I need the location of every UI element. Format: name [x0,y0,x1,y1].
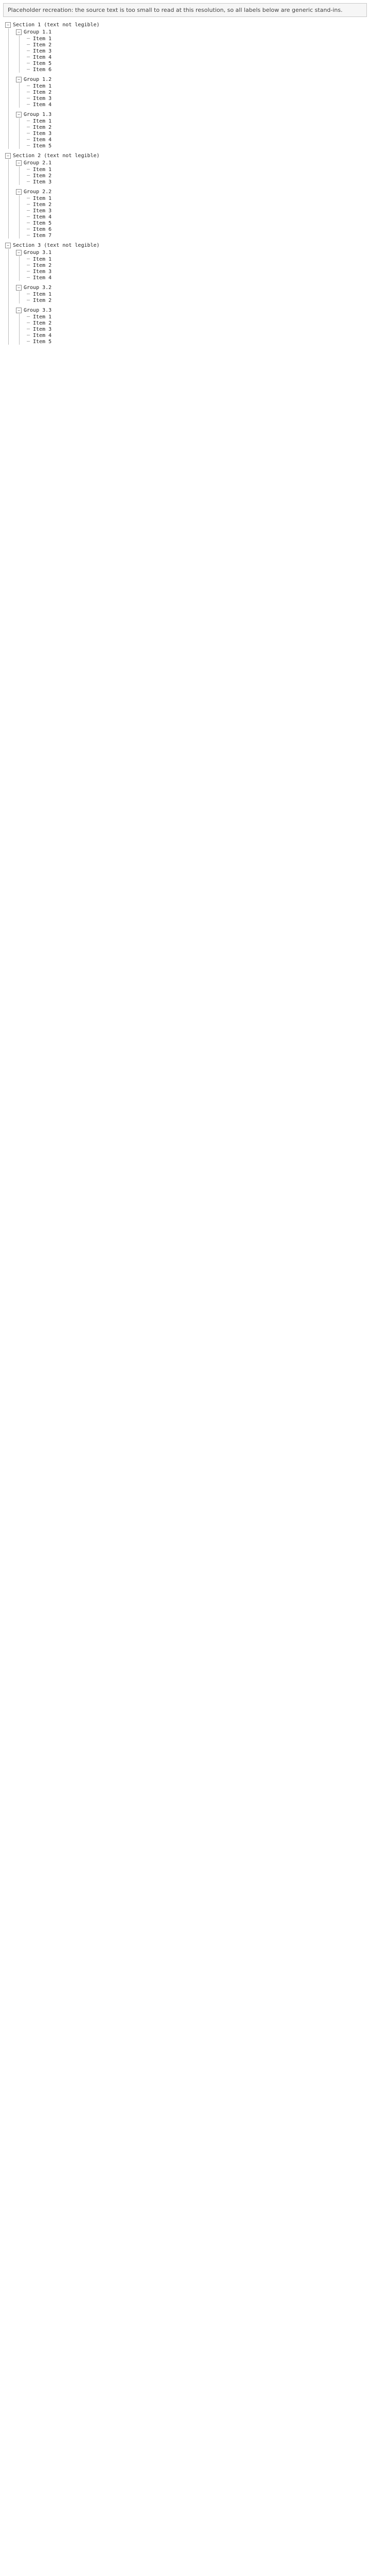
tree-item[interactable] [27,195,367,201]
branch-icon: ─ [27,66,30,73]
branch-icon: ─ [27,101,30,108]
tree-section-header[interactable] [5,242,367,249]
branch-icon: ─ [27,220,30,226]
tree-group-children [19,256,367,281]
tree-item[interactable] [27,137,367,143]
tree-item[interactable] [27,60,367,66]
tree-item-label: Item 4 [33,275,52,281]
tree-item[interactable] [27,208,367,214]
branch-icon: ─ [27,262,30,268]
branch-icon: ─ [27,291,30,297]
group-title: Group 2.2 [24,189,52,195]
tree-item-label: Item 3 [33,179,52,185]
branch-icon: ─ [27,232,30,239]
branch-icon: ─ [27,326,30,332]
tree-item[interactable] [27,83,367,89]
tree-item[interactable] [27,220,367,226]
tree-item-label: Item 2 [33,173,52,179]
tree-group-children [19,291,367,303]
tree-item[interactable] [27,226,367,232]
tree-item-label: Item 4 [33,137,52,143]
tree-group-header[interactable] [16,76,367,83]
tree-item[interactable] [27,275,367,281]
branch-icon: ─ [27,314,30,320]
group-title: Group 1.2 [24,76,52,82]
tree-group-children [19,166,367,185]
tree-item-label: Item 1 [33,195,52,201]
tree-item[interactable] [27,256,367,262]
tree-item[interactable] [27,332,367,338]
tree-item-label: Item 5 [33,60,52,66]
tree-item-label: Item 1 [33,83,52,89]
tree-item-label: Item 1 [33,166,52,173]
tree-item-label: Item 4 [33,332,52,338]
tree-item[interactable] [27,320,367,326]
tree-group-header[interactable] [16,249,367,256]
branch-icon: ─ [27,201,30,208]
tree-item-label: Item 2 [33,201,52,208]
tree-group-header[interactable] [16,159,367,166]
branch-icon: ─ [27,166,30,173]
branch-icon: ─ [27,42,30,48]
group-title: Section 3 (text not legible) [13,242,100,248]
tree-item[interactable] [27,173,367,179]
tree-group-children [19,195,367,239]
branch-icon: ─ [27,195,30,201]
branch-icon: ─ [27,214,30,220]
branch-icon: ─ [27,256,30,262]
tree-item[interactable] [27,297,367,303]
tree-item-label: Item 5 [33,220,52,226]
collapse-icon[interactable]: − [16,112,22,117]
group-title: Section 1 (text not legible) [13,22,100,28]
tree-item[interactable] [27,54,367,60]
tree-group [16,159,367,185]
tree-item[interactable] [27,314,367,320]
branch-icon: ─ [27,137,30,143]
branch-icon: ─ [27,124,30,130]
branch-icon: ─ [27,226,30,232]
tree-item[interactable] [27,89,367,95]
tree-item[interactable] [27,201,367,208]
branch-icon: ─ [27,60,30,66]
group-title: Group 1.1 [24,29,52,35]
tree-group [16,28,367,73]
tree-item-label: Item 2 [33,124,52,130]
branch-icon: ─ [27,275,30,281]
group-title: Group 1.3 [24,111,52,117]
group-title: Group 3.1 [24,249,52,256]
collapse-icon[interactable]: − [5,22,11,28]
tree-item[interactable] [27,124,367,130]
tree-item-label: Item 4 [33,214,52,220]
tree-item-label: Item 3 [33,95,52,101]
tree-group [16,188,367,239]
tree-section [5,242,367,345]
tree-item-label: Item 3 [33,326,52,332]
branch-icon: ─ [27,179,30,185]
tree-group [16,111,367,149]
tree-group-children [19,36,367,73]
branch-icon: ─ [27,268,30,275]
tree-group-children [19,83,367,108]
tree-section-children [8,159,367,239]
branch-icon: ─ [27,89,30,95]
collapse-icon[interactable]: − [16,308,22,313]
tree-item[interactable] [27,101,367,108]
collapse-icon[interactable]: − [16,250,22,256]
tree-section [5,152,367,239]
tree-item[interactable] [27,179,367,185]
tree-view [0,0,370,354]
branch-icon: ─ [27,338,30,345]
tree-item-label: Item 2 [33,42,52,48]
tree-item-label: Item 1 [33,256,52,262]
group-title: Group 3.2 [24,284,52,291]
tree-item-label: Item 3 [33,268,52,275]
tree-section [5,21,367,149]
tree-item[interactable] [27,291,367,297]
tree-item[interactable] [27,268,367,275]
branch-icon: ─ [27,118,30,124]
branch-icon: ─ [27,130,30,137]
group-title: Group 3.3 [24,307,52,313]
tree-group-children [19,118,367,149]
tree-item-label: Item 6 [33,66,52,73]
collapse-icon[interactable]: − [16,189,22,195]
tree-item-label: Item 3 [33,48,52,54]
collapse-icon[interactable]: − [16,160,22,166]
tree-group-header[interactable] [16,284,367,291]
tree-item-label: Item 6 [33,226,52,232]
collapse-icon[interactable]: − [16,29,22,35]
tree-item[interactable] [27,48,367,54]
tree-group [16,284,367,303]
tree-item-label: Item 2 [33,89,52,95]
tree-item[interactable] [27,214,367,220]
tree-root [3,21,367,345]
branch-icon: ─ [27,320,30,326]
tree-section-header[interactable] [5,152,367,159]
tree-item-label: Item 1 [33,36,52,42]
tree-item[interactable] [27,95,367,101]
tree-group [16,76,367,108]
branch-icon: ─ [27,36,30,42]
tree-item-label: Item 3 [33,208,52,214]
tree-group [16,307,367,345]
tree-group-header[interactable] [16,111,367,118]
tree-item-label: Item 7 [33,232,52,239]
tree-item-label: Item 3 [33,130,52,137]
tree-item[interactable] [27,36,367,42]
tree-item[interactable] [27,118,367,124]
tree-item[interactable] [27,66,367,73]
branch-icon: ─ [27,332,30,338]
collapse-icon[interactable]: − [5,153,11,159]
tree-group-header[interactable] [16,28,367,36]
branch-icon: ─ [27,95,30,101]
collapse-icon[interactable]: − [16,285,22,291]
tree-item-label: Item 5 [33,143,52,149]
tree-item[interactable] [27,130,367,137]
tree-item-label: Item 4 [33,54,52,60]
tree-item-label: Item 2 [33,297,52,303]
group-title: Section 2 (text not legible) [13,152,100,159]
tree-item-label: Item 5 [33,338,52,345]
tree-item[interactable] [27,42,367,48]
tree-item[interactable] [27,338,367,345]
tree-item-label: Item 2 [33,262,52,268]
branch-icon: ─ [27,54,30,60]
tree-item[interactable] [27,232,367,239]
branch-icon: ─ [27,48,30,54]
branch-icon: ─ [27,83,30,89]
tree-group-header[interactable] [16,188,367,195]
placeholder-notice: Placeholder recreation: the source text is too small to read at this resolution, so all labels below are generic stand-ins. [3,3,367,17]
branch-icon: ─ [27,297,30,303]
tree-item[interactable] [27,143,367,149]
collapse-icon[interactable]: − [5,243,11,248]
tree-section-children [8,249,367,345]
tree-item-label: Item 1 [33,118,52,124]
tree-item-label: Item 1 [33,314,52,320]
group-title: Group 2.1 [24,160,52,166]
tree-item-label: Item 4 [33,101,52,108]
tree-group-children [19,314,367,345]
tree-item[interactable] [27,326,367,332]
tree-section-header[interactable] [5,21,367,28]
tree-item-label: Item 1 [33,291,52,297]
tree-section-children [8,28,367,149]
tree-group-header[interactable] [16,307,367,314]
branch-icon: ─ [27,173,30,179]
tree-group [16,249,367,281]
collapse-icon[interactable]: − [16,77,22,82]
branch-icon: ─ [27,143,30,149]
tree-item-label: Item 2 [33,320,52,326]
branch-icon: ─ [27,208,30,214]
tree-item[interactable] [27,166,367,173]
tree-item[interactable] [27,262,367,268]
